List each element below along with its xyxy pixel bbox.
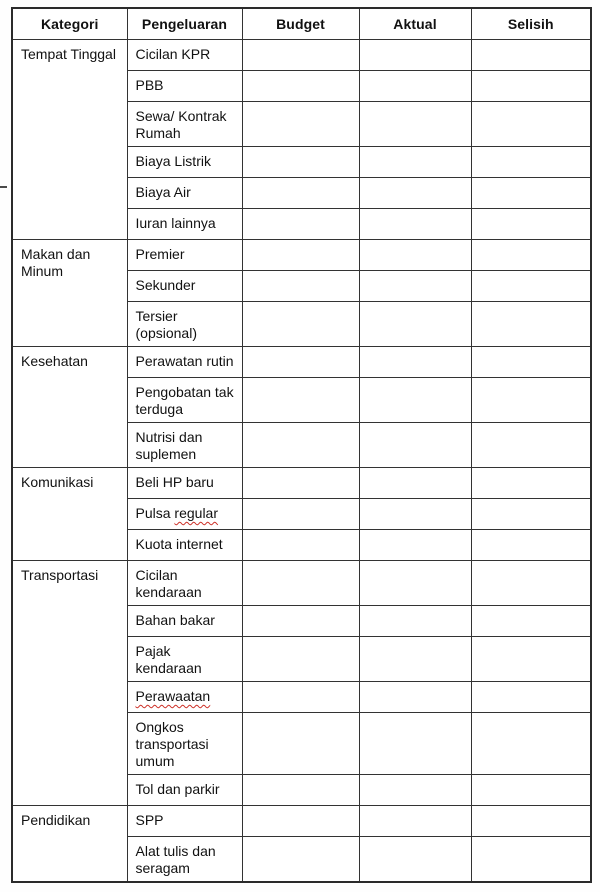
aktual-cell [359, 102, 471, 147]
category-cell [12, 468, 127, 561]
aktual-cell [359, 713, 471, 775]
expense-item-cell [127, 837, 242, 883]
selisih-cell [471, 606, 591, 637]
expense-item-cell [127, 147, 242, 178]
aktual-cell [359, 347, 471, 378]
expense-item-cell [127, 209, 242, 240]
category-label: Tempat Tinggal [21, 46, 116, 62]
aktual-cell [359, 499, 471, 530]
budget-cell [242, 806, 359, 837]
aktual-cell [359, 806, 471, 837]
budget-cell [242, 240, 359, 271]
column-header-selisih: Selisih [471, 8, 591, 40]
selisih-cell [471, 713, 591, 775]
expense-item-label: Sewa/ Kontrak Rumah [135, 108, 227, 141]
category-label: Kesehatan [21, 353, 88, 369]
aktual-cell [359, 147, 471, 178]
expense-item-cell [127, 71, 242, 102]
budget-cell [242, 347, 359, 378]
aktual-cell [359, 530, 471, 561]
expense-item-cell [127, 302, 242, 347]
table-row [12, 561, 591, 606]
selisih-cell [471, 468, 591, 499]
category-cell [12, 561, 127, 806]
selisih-cell [471, 423, 591, 468]
selisih-cell [471, 71, 591, 102]
selisih-cell [471, 271, 591, 302]
budget-cell [242, 102, 359, 147]
expense-item-label: Pengobatan tak terduga [135, 384, 234, 417]
expense-item-label: Sekunder [135, 277, 196, 293]
budget-cell [242, 71, 359, 102]
expense-item-cell [127, 530, 242, 561]
category-cell [12, 40, 127, 240]
expense-item-cell [127, 102, 242, 147]
budget-cell [242, 302, 359, 347]
expense-item-cell [127, 378, 242, 423]
aktual-cell [359, 178, 471, 209]
column-header-pengeluaran: Pengeluaran [127, 8, 242, 40]
budget-table [11, 7, 592, 883]
aktual-cell [359, 468, 471, 499]
table-row [12, 806, 591, 837]
expense-item-label: Kuota internet [135, 536, 223, 552]
expense-item-cell [127, 713, 242, 775]
budget-cell [242, 606, 359, 637]
aktual-cell [359, 423, 471, 468]
expense-item-label: Pajak kendaraan [135, 643, 202, 676]
budget-cell [242, 682, 359, 713]
column-header-budget: Budget [242, 8, 359, 40]
header-row [12, 8, 591, 40]
table-row [12, 347, 591, 378]
expense-item-cell [127, 561, 242, 606]
expense-item-cell [127, 271, 242, 302]
category-label: Transportasi [21, 567, 99, 583]
aktual-cell [359, 209, 471, 240]
expense-item-label: Ongkos transportasi umum [135, 719, 209, 769]
budget-cell [242, 561, 359, 606]
aktual-cell [359, 561, 471, 606]
expense-item-label: Biaya Listrik [135, 153, 211, 169]
expense-item-cell [127, 806, 242, 837]
budget-cell [242, 423, 359, 468]
expense-item-label: Biaya Air [135, 184, 191, 200]
selisih-cell [471, 147, 591, 178]
selisih-cell [471, 347, 591, 378]
expense-item-cell [127, 178, 242, 209]
expense-item-label: Perawatan rutin [135, 353, 234, 369]
table-row [12, 468, 591, 499]
selisih-cell [471, 209, 591, 240]
budget-cell [242, 775, 359, 806]
selisih-cell [471, 378, 591, 423]
selisih-cell [471, 837, 591, 883]
expense-item-cell [127, 637, 242, 682]
table-row [12, 240, 591, 271]
aktual-cell [359, 606, 471, 637]
selisih-cell [471, 178, 591, 209]
budget-cell [242, 147, 359, 178]
selisih-cell [471, 302, 591, 347]
budget-cell [242, 837, 359, 883]
expense-item-cell [127, 423, 242, 468]
expense-item-label: SPP [135, 812, 164, 828]
category-label: Pendidikan [21, 812, 91, 828]
budget-cell [242, 499, 359, 530]
expense-item-label: Beli HP baru [135, 474, 214, 490]
misspelled-word: Perawaatan [135, 688, 211, 704]
table-body [12, 40, 591, 883]
budget-cell [242, 271, 359, 302]
column-header-kategori: Kategori [12, 8, 127, 40]
expense-item-cell [127, 775, 242, 806]
category-cell [12, 347, 127, 468]
category-cell [12, 240, 127, 347]
budget-cell [242, 378, 359, 423]
budget-cell [242, 209, 359, 240]
aktual-cell [359, 837, 471, 883]
selisih-cell [471, 40, 591, 71]
expense-item-label: Nutrisi dan suplemen [135, 429, 203, 462]
selisih-cell [471, 102, 591, 147]
selisih-cell [471, 530, 591, 561]
selisih-cell [471, 499, 591, 530]
aktual-cell [359, 271, 471, 302]
selisih-cell [471, 240, 591, 271]
expense-item-label: Bahan bakar [135, 612, 215, 628]
budget-cell [242, 40, 359, 71]
expense-item-cell [127, 40, 242, 71]
aktual-cell [359, 302, 471, 347]
budget-cell [242, 468, 359, 499]
category-label: Komunikasi [21, 474, 94, 490]
expense-item-label: Iuran lainnya [135, 215, 216, 231]
aktual-cell [359, 240, 471, 271]
expense-item-cell [127, 468, 242, 499]
aktual-cell [359, 682, 471, 713]
expense-item-label: Cicilan KPR [135, 46, 211, 62]
budget-cell [242, 713, 359, 775]
expense-item-label: Alat tulis dan seragam [135, 843, 216, 876]
expense-item-label: Pulsa [135, 505, 175, 521]
expense-item-label: PBB [135, 77, 164, 93]
selisih-cell [471, 775, 591, 806]
aktual-cell [359, 637, 471, 682]
selisih-cell [471, 561, 591, 606]
table-row [12, 40, 591, 71]
column-header-aktual: Aktual [359, 8, 471, 40]
selisih-cell [471, 806, 591, 837]
budget-cell [242, 178, 359, 209]
expense-item-label: Tol dan parkir [135, 781, 220, 797]
misspelled-word: regular [174, 505, 219, 521]
expense-item-cell [127, 499, 242, 530]
aktual-cell [359, 71, 471, 102]
table-header [12, 8, 591, 40]
category-cell [12, 806, 127, 883]
budget-cell [242, 530, 359, 561]
expense-item-cell [127, 682, 242, 713]
budget-cell [242, 637, 359, 682]
category-label: Makan dan Minum [21, 246, 91, 279]
selisih-cell [471, 682, 591, 713]
expense-item-cell [127, 240, 242, 271]
aktual-cell [359, 378, 471, 423]
expense-item-cell [127, 347, 242, 378]
left-margin-tick-mark [0, 186, 7, 188]
expense-item-cell [127, 606, 242, 637]
selisih-cell [471, 637, 591, 682]
aktual-cell [359, 40, 471, 71]
expense-item-label: Cicilan kendaraan [135, 567, 202, 600]
aktual-cell [359, 775, 471, 806]
expense-item-label: Premier [135, 246, 185, 262]
expense-item-label: Tersier (opsional) [135, 308, 197, 341]
